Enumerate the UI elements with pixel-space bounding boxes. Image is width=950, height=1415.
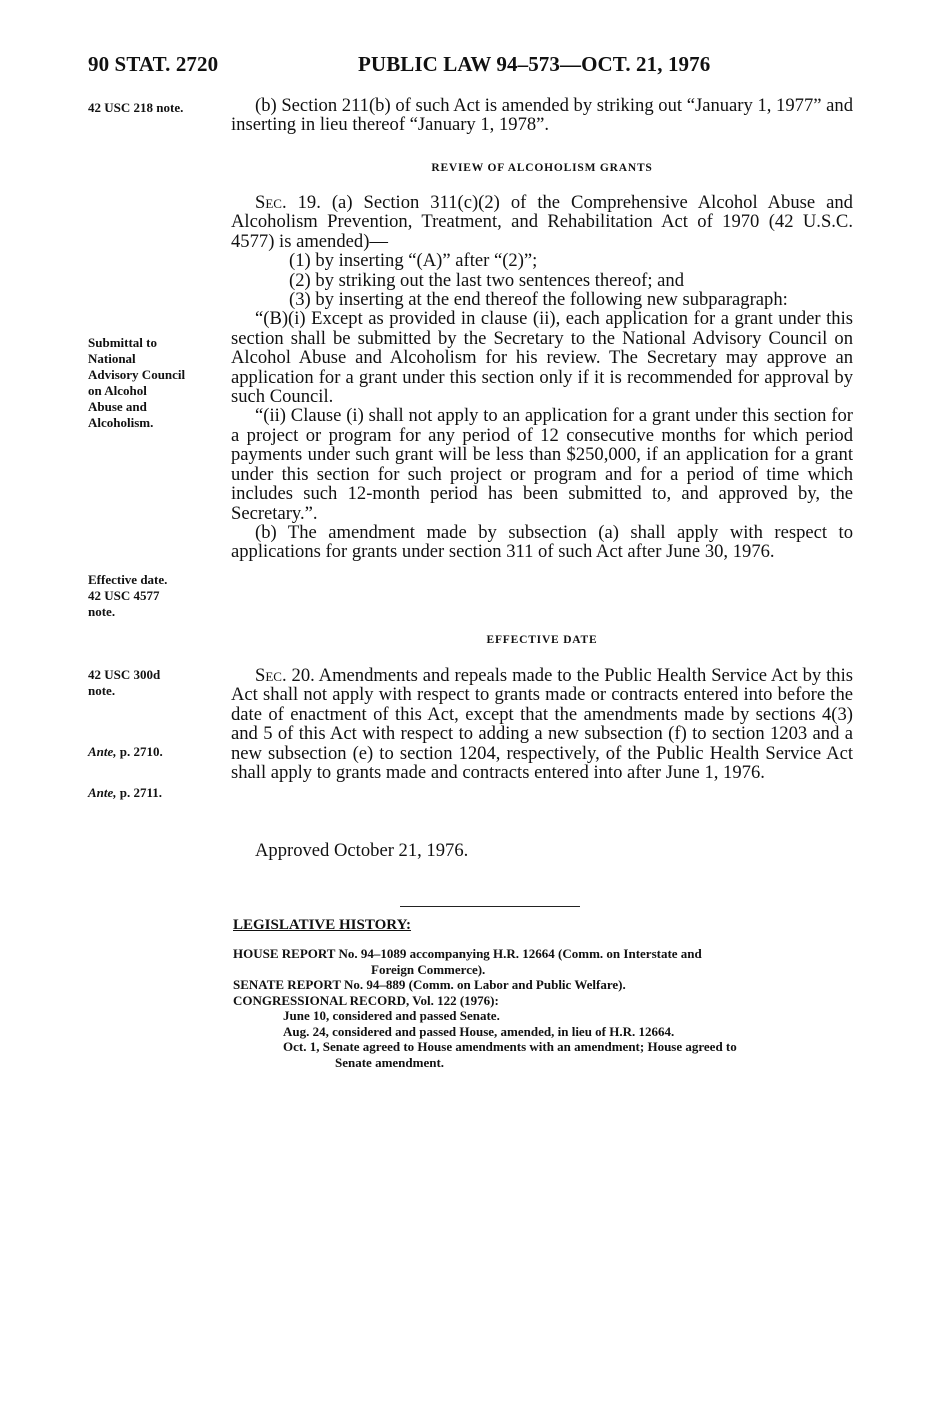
house-report-cont: Foreign Commerce).	[371, 961, 486, 977]
record-june: June 10, considered and passed Senate.	[283, 1008, 500, 1023]
approval-date: Approved October 21, 1976.	[255, 840, 469, 861]
sec20-label: Sec. 20.	[255, 665, 315, 686]
sec20-text	[231, 666, 853, 782]
record-oct-cont: Senate amendment.	[335, 1054, 445, 1070]
margin-note-submittal	[88, 335, 228, 431]
margin-note-218: 42 USC 218 note.	[88, 100, 184, 115]
margin-line: 42 USC 300d	[88, 667, 161, 682]
congressional-record: CONGRESSIONAL RECORD, Vol. 122 (1976):	[233, 992, 499, 1008]
margin-line: National	[88, 351, 136, 366]
section-211b-text: (b) Section 211(b) of such Act is amended by striking out “January 1, 1977” and inserting in lieu thereof “January 1, 1978”.	[231, 95, 853, 136]
ante-word: Ante,	[88, 744, 117, 759]
section-20	[231, 666, 853, 782]
sec20-body: Amendments and repeals made to the Public Health Service Act by this Act shall not apply with respect to grants made or contracts entered into before the date of enactment of this Act, except that the amendments made by sections 4(3) and 5 of this Act with respect to adding a new subsection (f) to section 1203 and a new subsection (e) to section 1204, respectively, of the Public Health Service Act shall apply to grants made and contracts entered into after June 1, 1976.	[231, 665, 853, 784]
sec19-item-1: (1) by inserting “(A)” after “(2)”;	[289, 250, 538, 272]
record-aug: Aug. 24, considered and passed House, amended, in lieu of H.R. 12664.	[283, 1023, 675, 1039]
section-19	[231, 193, 853, 562]
margin-note-ante-2711	[88, 785, 228, 801]
legislative-history	[233, 946, 853, 1070]
sec19-item-2: (2) by striking out the last two sentences thereof; and	[289, 269, 685, 291]
margin-line: note.	[88, 683, 116, 698]
ante-page: p. 2711.	[116, 785, 163, 800]
sec19-subsection-b: (b) The amendment made by subsection (a) shall apply with respect to applications for grants under section 311 of such Act after June 30, 1976.	[231, 521, 853, 563]
record-oct: Oct. 1, Senate agreed to House amendments with an amendment; House agreed to	[283, 1039, 737, 1054]
sec19-item-3: (3) by inserting at the end thereof the following new subparagraph:	[289, 289, 788, 311]
margin-note-effective	[88, 572, 228, 620]
sec19-label: Sec. 19.	[255, 192, 321, 213]
sec19-clause-ii: “(ii) Clause (i) shall not apply to an application for a grant under this section for a project or program for any period of 12 consecutive months for which period payments under such grant will be less than $250,000, if an application for a grant under this section for such project or program and for a period of time which includes such 12-month period has been submitted to, and approved by, the Secretary.”.	[231, 405, 853, 524]
margin-line: Advisory Council	[88, 367, 186, 382]
heading-effective-date: EFFECTIVE DATE	[486, 634, 598, 646]
sec19-clause-bi: “(B)(i) Except as provided in clause (ii), each application for a grant under this section shall be submitted by the Secretary to the National Advisory Council on Alcohol Abuse and Alcoholism for his review. The Secretary may approve an application for a grant under this section only if it is recommended for approval by such Council.	[231, 308, 853, 408]
section-211b	[231, 96, 853, 135]
sec19-intro-text: (a) Section 311(c)(2) of the Comprehensive Alcohol Abuse and Alcoholism Prevention, Treatment, and Rehabilitation Act of 1970 (42 U.S.C. 4577) is amended)—	[231, 192, 853, 252]
page-stat-citation: 90 STAT. 2720	[88, 52, 219, 76]
house-report: HOUSE REPORT No. 94–1089 accompanying H.R. 12664 (Comm. on Interstate and	[233, 946, 702, 961]
sec19-intro	[231, 193, 853, 251]
ante-page: p. 2710.	[116, 744, 163, 759]
margin-line: Alcoholism.	[88, 415, 154, 430]
margin-note-ante-2710	[88, 744, 228, 760]
margin-line: Submittal to	[88, 335, 157, 350]
margin-line: Effective date.	[88, 572, 168, 587]
heading-review: REVIEW OF ALCOHOLISM GRANTS	[431, 162, 653, 174]
margin-note-300d	[88, 667, 228, 699]
margin-line: on Alcohol	[88, 383, 147, 398]
margin-line: Abuse and	[88, 399, 147, 414]
margin-line: 42 USC 4577	[88, 588, 160, 603]
margin-line: note.	[88, 604, 116, 619]
divider-rule	[400, 906, 580, 907]
senate-report: SENATE REPORT No. 94–889 (Comm. on Labor and Public Welfare).	[233, 977, 626, 992]
legislative-history-title: LEGISLATIVE HISTORY:	[233, 917, 412, 933]
ante-word: Ante,	[88, 785, 117, 800]
page-law-title: PUBLIC LAW 94–573—OCT. 21, 1976	[358, 52, 711, 76]
